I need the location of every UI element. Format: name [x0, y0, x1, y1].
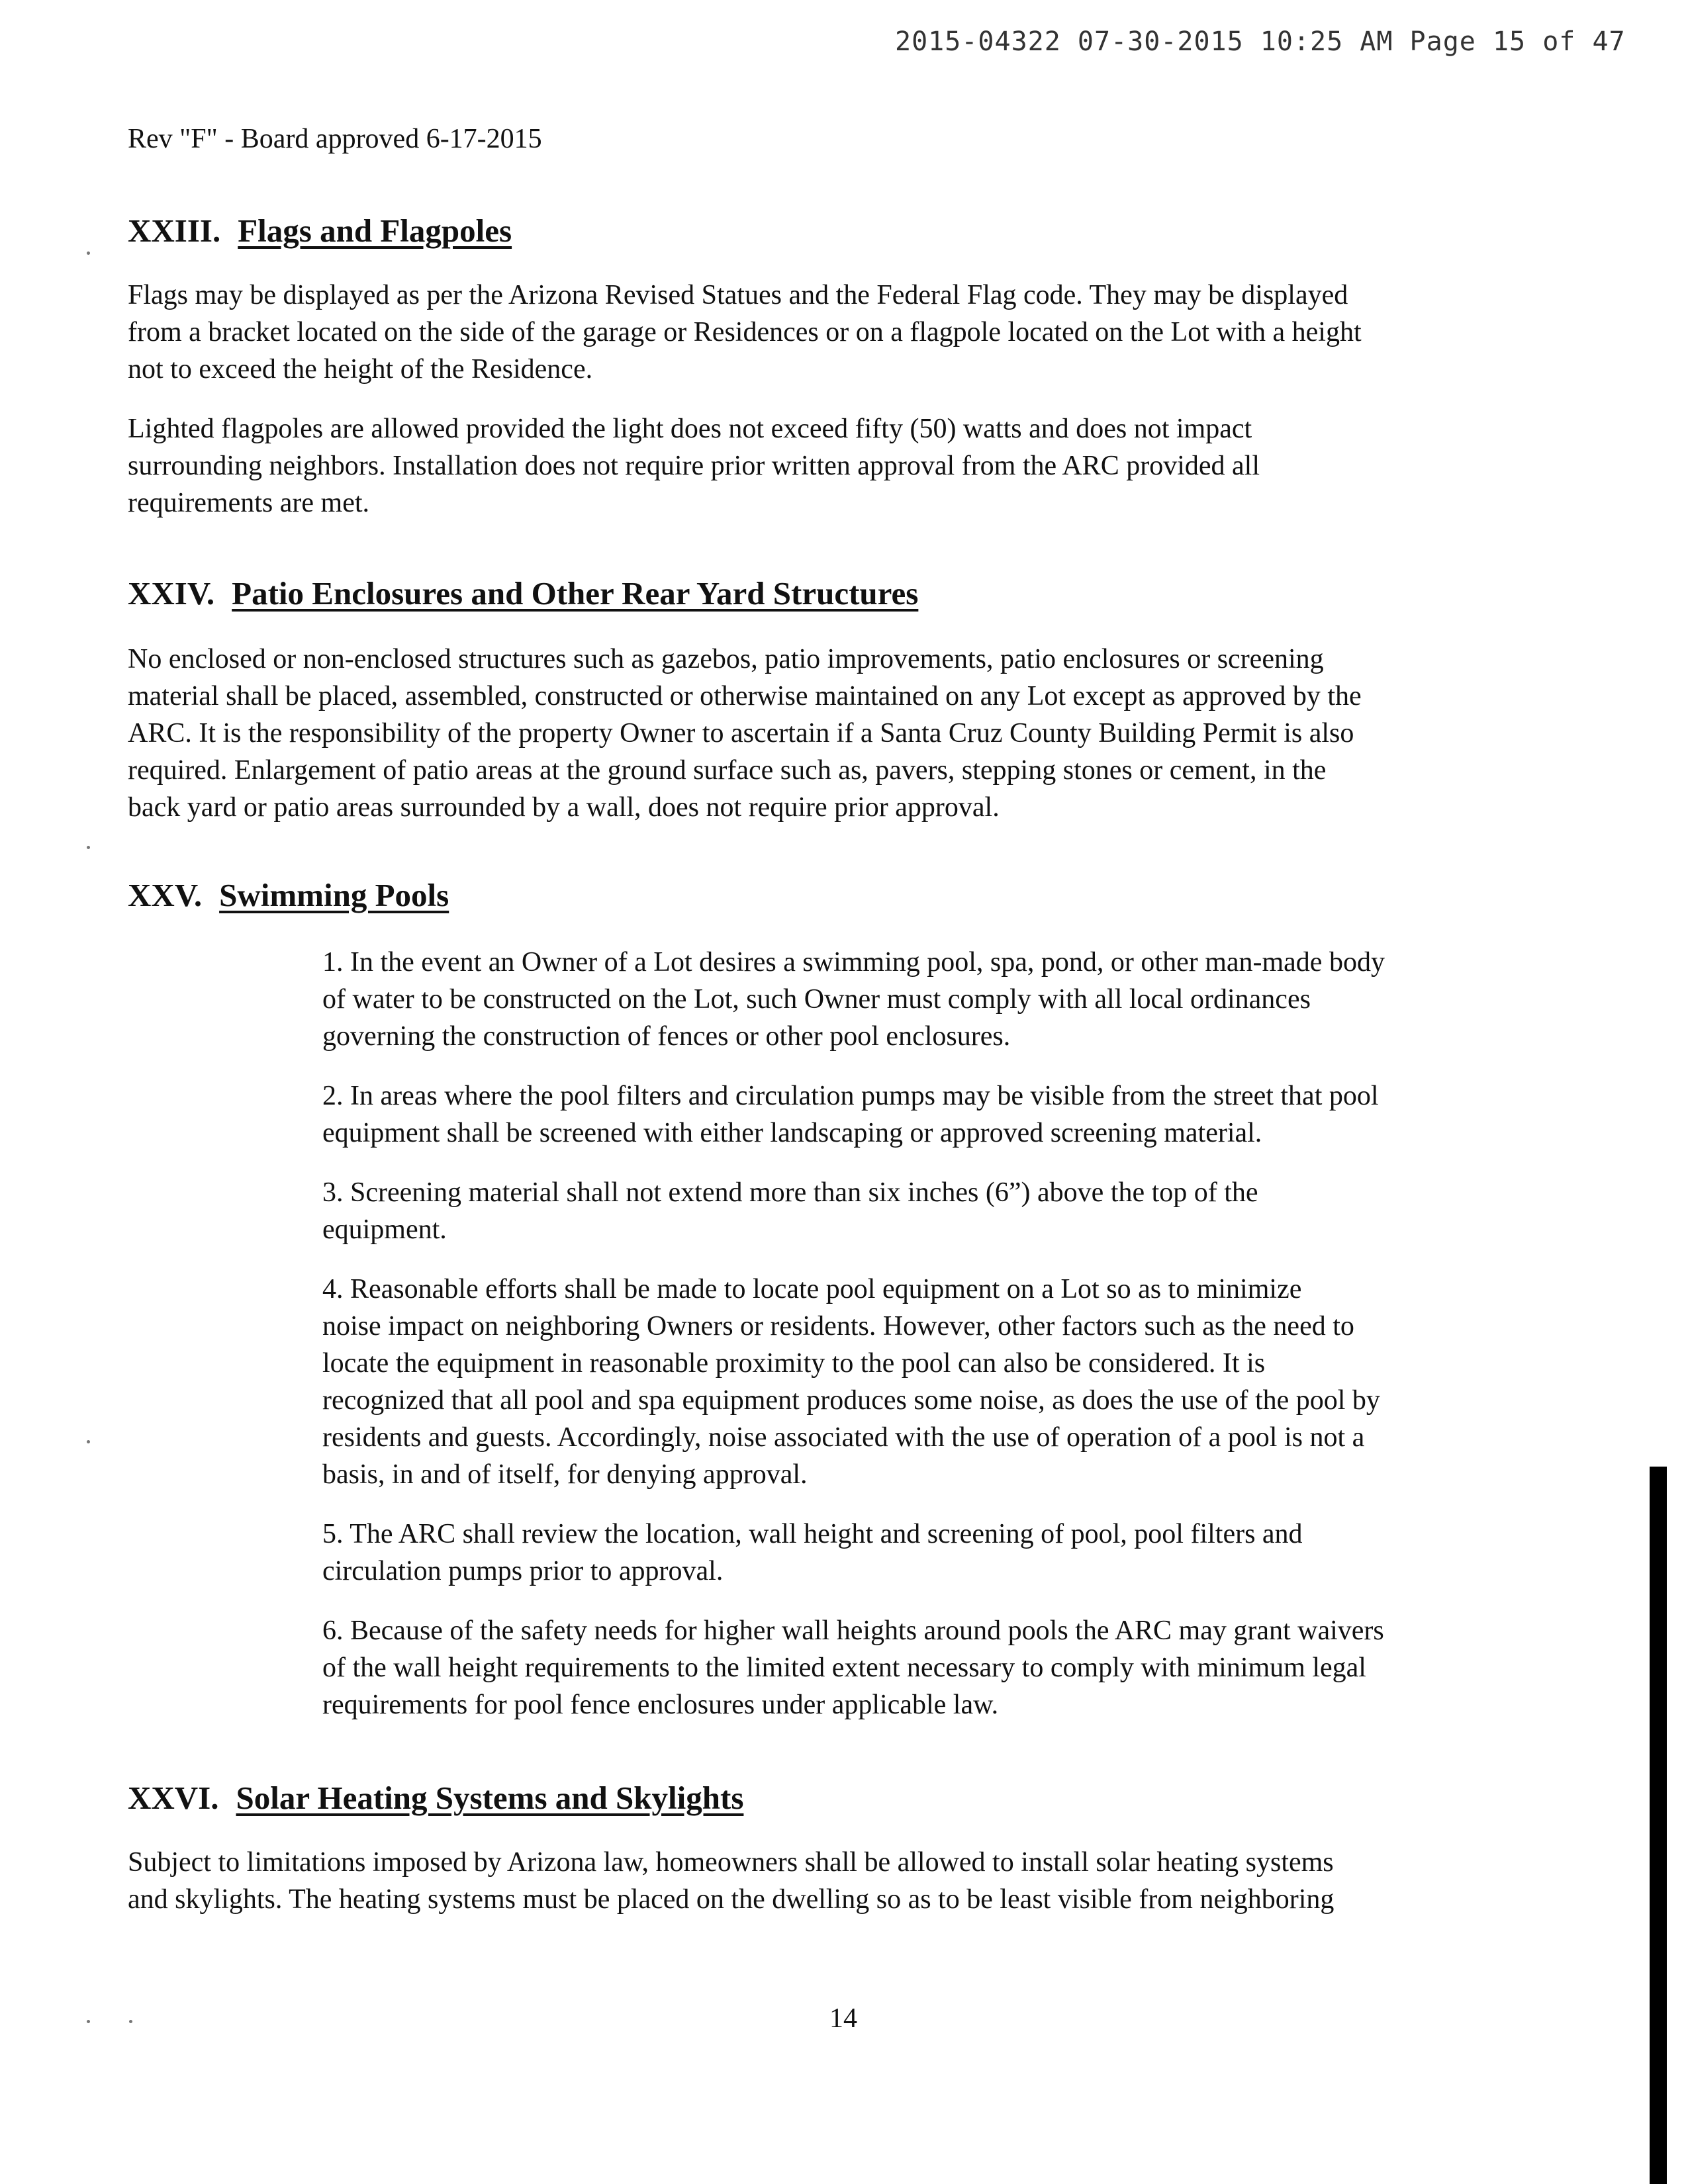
list-item: 5. The ARC shall review the location, wall height and screening of pool, pool filters and circulation pumps prior to approval. — [322, 1519, 1303, 1586]
section-title: Patio Enclosures and Other Rear Yard Structures — [232, 575, 919, 612]
section-number: XXIV. — [128, 575, 215, 612]
paragraph-solar: Subject to limitations imposed by Arizona law, homeowners shall be allowed to install solar heating systems and skylights. The heating systems must be placed on the dwelling so as to be least visible from neighboring — [128, 1847, 1335, 1915]
revision-note: Rev "F" - Board approved 6-17-2015 — [128, 124, 542, 154]
section-heading-flags — [128, 212, 512, 250]
paragraph-lighted-flagpoles: Lighted flagpoles are allowed provided the light does not exceed fifty (50) watts and does not impact surrounding neighbors. Installation does not require prior written approval from the ARC provided all requirements are met. — [128, 414, 1260, 518]
page-number: 14 — [829, 2003, 857, 2034]
list-item: 6. Because of the safety needs for higher wall heights around pools the ARC may grant waivers of the wall height requirements to the limited extent necessary to comply with minimum legal requirements for pool fence enclosures under applicable law. — [322, 1615, 1384, 1720]
scan-speck — [87, 251, 90, 255]
section-heading-patio — [128, 574, 918, 612]
section-heading-solar — [128, 1779, 743, 1817]
scan-speck — [129, 2020, 132, 2023]
scan-speck — [87, 1440, 90, 1443]
paragraph-flags-display: Flags may be displayed as per the Arizona Revised Statues and the Federal Flag code. They may be displayed from a bracket located on the side of the garage or Residences or on a flagpole located on the Lot with a height not to exceed the height of the Residence. — [128, 280, 1362, 385]
list-item: 2. In areas where the pool filters and circulation pumps may be visible from the street that pool equipment shall be screened with either landscaping or approved screening material. — [322, 1081, 1379, 1148]
section-title: Swimming Pools — [219, 877, 449, 913]
section-title: Solar Heating Systems and Skylights — [236, 1780, 744, 1816]
section-title: Flags and Flagpoles — [238, 212, 512, 249]
scan-edge-bar — [1650, 1467, 1667, 2184]
section-number: XXIII. — [128, 212, 221, 249]
scan-speck — [87, 2020, 90, 2023]
section-heading-pools — [128, 876, 449, 914]
list-item: 3. Screening material shall not extend more than six inches (6”) above the top of the equipment. — [322, 1177, 1258, 1245]
section-number: XXVI. — [128, 1780, 219, 1816]
fax-header: 2015-04322 07-30-2015 10:25 AM Page 15 of 47 — [895, 26, 1626, 57]
paragraph-patio-structures: No enclosed or non-enclosed structures such as gazebos, patio improvements, patio enclosures or screening material shall be placed, assembled, constructed or otherwise maintained on any Lot except as approved by the ARC. It is the responsibility of the property Owner to ascertain if a Santa Cruz County Building Permit is also required. Enlargement of patio areas at the ground surface such as, pavers, stepping stones or cement, in the back yard or patio areas surrounded by a wall, does not require prior approval. — [128, 644, 1362, 823]
list-item: 1. In the event an Owner of a Lot desires a swimming pool, spa, pond, or other man-made body of water to be constructed on the Lot, such Owner must comply with all local ordinances governing the construction of fences or other pool enclosures. — [322, 947, 1385, 1052]
section-number: XXV. — [128, 877, 203, 913]
list-item: 4. Reasonable efforts shall be made to locate pool equipment on a Lot so as to minimize noise impact on neighboring Owners or residents. However, other factors such as the need to locate the equipment in reasonable proximity to the pool can also be considered. It is recognized that all pool and spa equipment produces some noise, as does the use of the pool by residents and guests. Accordingly, noise associated with the use of operation of a pool is not a basis, in and of itself, for denying approval. — [322, 1274, 1380, 1490]
scan-speck — [87, 846, 90, 849]
